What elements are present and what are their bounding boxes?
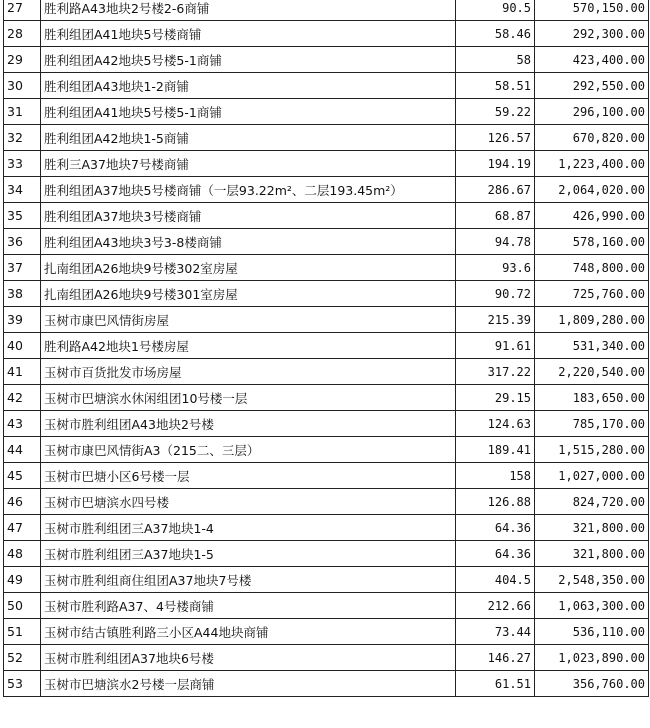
- row-number: 37: [4, 255, 41, 281]
- row-number: 32: [4, 125, 41, 151]
- price-value: 2,220,540.00: [535, 359, 649, 385]
- area-value: 59.22: [456, 99, 535, 125]
- property-name: 玉树市百货批发市场房屋: [41, 359, 456, 385]
- property-name: 胜利组团A37地块5号楼商铺（一层93.22m²、二层193.45m²）: [41, 177, 456, 203]
- property-name: 胜利路A42地块1号楼房屋: [41, 333, 456, 359]
- property-name: 玉树市胜利组团A37地块6号楼: [41, 645, 456, 671]
- area-value: 91.61: [456, 333, 535, 359]
- table-row: [4, 203, 649, 229]
- property-name: 胜利路A43地块2号楼2-6商铺: [41, 0, 456, 21]
- table-body: [4, 0, 649, 697]
- row-number: 41: [4, 359, 41, 385]
- table-row: [4, 489, 649, 515]
- property-name: 玉树市胜利组团三A37地块1-5: [41, 541, 456, 567]
- row-number: 52: [4, 645, 41, 671]
- table-row: [4, 541, 649, 567]
- row-number: 30: [4, 73, 41, 99]
- row-number: 44: [4, 437, 41, 463]
- property-name: 玉树市结古镇胜利路三小区A44地块商铺: [41, 619, 456, 645]
- price-value: 292,550.00: [535, 73, 649, 99]
- row-number: 47: [4, 515, 41, 541]
- price-value: 725,760.00: [535, 281, 649, 307]
- property-name: 玉树市巴塘滨水休闲组团10号楼一层: [41, 385, 456, 411]
- property-name: 玉树市胜利组商住组团A37地块7号楼: [41, 567, 456, 593]
- area-value: 189.41: [456, 437, 535, 463]
- area-value: 58.51: [456, 73, 535, 99]
- table-row: [4, 385, 649, 411]
- property-name: 玉树市康巴风情街房屋: [41, 307, 456, 333]
- table-row: [4, 619, 649, 645]
- price-value: 296,100.00: [535, 99, 649, 125]
- property-name: 玉树市胜利组团三A37地块1-4: [41, 515, 456, 541]
- price-value: 292,300.00: [535, 21, 649, 47]
- row-number: 42: [4, 385, 41, 411]
- price-value: 1,515,280.00: [535, 437, 649, 463]
- row-number: 31: [4, 99, 41, 125]
- property-name: 胜利组团A41地块5号楼商铺: [41, 21, 456, 47]
- table-row: [4, 671, 649, 697]
- property-name: 玉树市胜利路A37、4号楼商铺: [41, 593, 456, 619]
- row-number: 27: [4, 0, 41, 21]
- table-row: [4, 125, 649, 151]
- row-number: 34: [4, 177, 41, 203]
- area-value: 58: [456, 47, 535, 73]
- area-value: 317.22: [456, 359, 535, 385]
- area-value: 158: [456, 463, 535, 489]
- area-value: 29.15: [456, 385, 535, 411]
- price-value: 1,023,890.00: [535, 645, 649, 671]
- table-row: [4, 255, 649, 281]
- property-name: 胜利三A37地块7号楼商铺: [41, 151, 456, 177]
- area-value: 212.66: [456, 593, 535, 619]
- area-value: 90.72: [456, 281, 535, 307]
- property-name: 胜利组团A41地块5号楼5-1商铺: [41, 99, 456, 125]
- property-name: 扎南组团A26地块9号楼301室房屋: [41, 281, 456, 307]
- property-name: 胜利组团A43地块3号3-8楼商铺: [41, 229, 456, 255]
- row-number: 51: [4, 619, 41, 645]
- price-value: 531,340.00: [535, 333, 649, 359]
- row-number: 50: [4, 593, 41, 619]
- table-row: [4, 281, 649, 307]
- area-value: 215.39: [456, 307, 535, 333]
- table-row: [4, 177, 649, 203]
- table-row: [4, 645, 649, 671]
- table-row: [4, 463, 649, 489]
- row-number: 40: [4, 333, 41, 359]
- table-row: [4, 515, 649, 541]
- area-value: 61.51: [456, 671, 535, 697]
- row-number: 48: [4, 541, 41, 567]
- price-value: 748,800.00: [535, 255, 649, 281]
- area-value: 58.46: [456, 21, 535, 47]
- price-value: 1,809,280.00: [535, 307, 649, 333]
- property-name: 胜利组团A42地块1-5商铺: [41, 125, 456, 151]
- row-number: 39: [4, 307, 41, 333]
- row-number: 29: [4, 47, 41, 73]
- property-name: 胜利组团A42地块5号楼5-1商铺: [41, 47, 456, 73]
- table-row: [4, 229, 649, 255]
- area-value: 286.67: [456, 177, 535, 203]
- price-value: 824,720.00: [535, 489, 649, 515]
- area-value: 64.36: [456, 541, 535, 567]
- price-value: 321,800.00: [535, 515, 649, 541]
- price-value: 2,548,350.00: [535, 567, 649, 593]
- price-value: 785,170.00: [535, 411, 649, 437]
- area-value: 90.5: [456, 0, 535, 21]
- table-row: [4, 151, 649, 177]
- price-value: 423,400.00: [535, 47, 649, 73]
- row-number: 33: [4, 151, 41, 177]
- price-value: 536,110.00: [535, 619, 649, 645]
- price-value: 356,760.00: [535, 671, 649, 697]
- table-row: [4, 99, 649, 125]
- property-name: 胜利组团A37地块3号楼商铺: [41, 203, 456, 229]
- table-row: [4, 567, 649, 593]
- price-value: 670,820.00: [535, 125, 649, 151]
- table-row: [4, 0, 649, 21]
- property-table: [3, 0, 649, 697]
- row-number: 35: [4, 203, 41, 229]
- row-number: 49: [4, 567, 41, 593]
- property-name: 玉树市胜利组团A43地块2号楼: [41, 411, 456, 437]
- area-value: 93.6: [456, 255, 535, 281]
- property-name: 玉树市巴塘滨水四号楼: [41, 489, 456, 515]
- row-number: 43: [4, 411, 41, 437]
- area-value: 64.36: [456, 515, 535, 541]
- table-row: [4, 21, 649, 47]
- table-row: [4, 411, 649, 437]
- row-number: 53: [4, 671, 41, 697]
- price-value: 321,800.00: [535, 541, 649, 567]
- row-number: 45: [4, 463, 41, 489]
- property-name: 玉树市巴塘小区6号楼一层: [41, 463, 456, 489]
- row-number: 46: [4, 489, 41, 515]
- table-row: [4, 73, 649, 99]
- row-number: 38: [4, 281, 41, 307]
- table-row: [4, 359, 649, 385]
- area-value: 126.57: [456, 125, 535, 151]
- row-number: 28: [4, 21, 41, 47]
- table-row: [4, 437, 649, 463]
- price-value: 1,063,300.00: [535, 593, 649, 619]
- area-value: 146.27: [456, 645, 535, 671]
- table-row: [4, 593, 649, 619]
- price-value: 578,160.00: [535, 229, 649, 255]
- area-value: 73.44: [456, 619, 535, 645]
- price-value: 1,223,400.00: [535, 151, 649, 177]
- table-row: [4, 47, 649, 73]
- table-row: [4, 333, 649, 359]
- row-number: 36: [4, 229, 41, 255]
- price-value: 183,650.00: [535, 385, 649, 411]
- area-value: 68.87: [456, 203, 535, 229]
- price-value: 426,990.00: [535, 203, 649, 229]
- area-value: 404.5: [456, 567, 535, 593]
- area-value: 126.88: [456, 489, 535, 515]
- price-value: 1,027,000.00: [535, 463, 649, 489]
- table-row: [4, 307, 649, 333]
- area-value: 194.19: [456, 151, 535, 177]
- property-name: 玉树市康巴风情街A3（215二、三层）: [41, 437, 456, 463]
- property-name: 胜利组团A43地块1-2商铺: [41, 73, 456, 99]
- property-name: 玉树市巴塘滨水2号楼一层商铺: [41, 671, 456, 697]
- area-value: 94.78: [456, 229, 535, 255]
- price-value: 2,064,020.00: [535, 177, 649, 203]
- area-value: 124.63: [456, 411, 535, 437]
- property-name: 扎南组团A26地块9号楼302室房屋: [41, 255, 456, 281]
- price-value: 570,150.00: [535, 0, 649, 21]
